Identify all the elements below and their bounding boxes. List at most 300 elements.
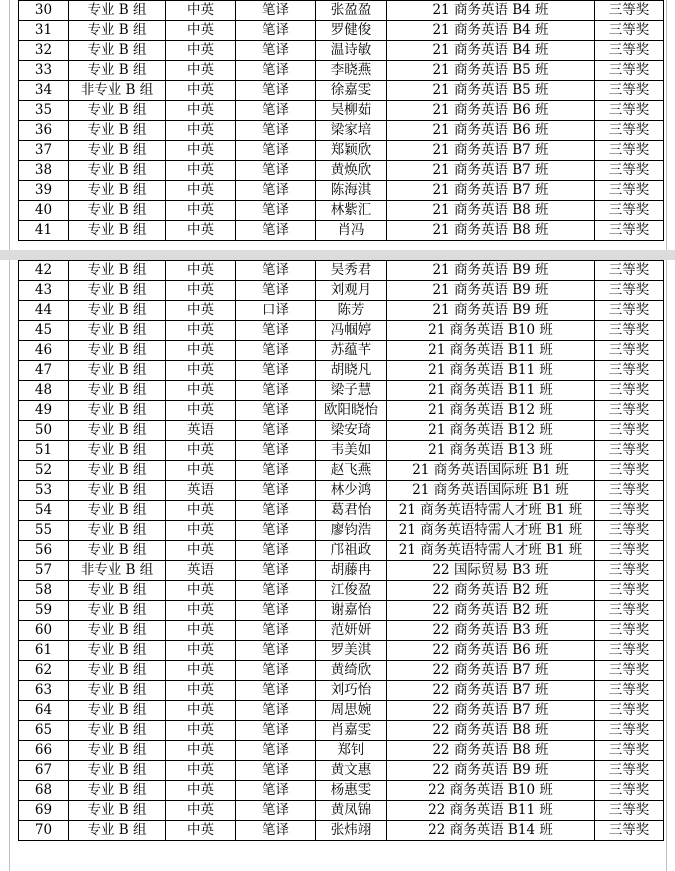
group-cell: 专业 B 组 — [69, 821, 166, 841]
table-row — [19, 701, 664, 721]
row-number-cell: 48 — [19, 381, 69, 401]
translation-type-cell: 笔译 — [236, 661, 316, 681]
prize-cell: 三等奖 — [595, 621, 664, 641]
language-cell: 中英 — [166, 121, 236, 141]
class-cell: 21 商务英语 B8 班 — [387, 221, 595, 241]
class-cell: 22 商务英语 B8 班 — [387, 741, 595, 761]
table-row — [19, 441, 664, 461]
student-name-cell: 温诗敏 — [316, 41, 387, 61]
row-number-cell: 50 — [19, 421, 69, 441]
language-cell: 中英 — [166, 361, 236, 381]
student-name-cell: 林紫汇 — [316, 201, 387, 221]
group-cell: 专业 B 组 — [69, 261, 166, 281]
table-row — [19, 721, 664, 741]
student-name-cell: 张炜翊 — [316, 821, 387, 841]
language-cell: 中英 — [166, 521, 236, 541]
language-cell: 中英 — [166, 461, 236, 481]
prize-cell: 三等奖 — [595, 101, 664, 121]
group-cell: 专业 B 组 — [69, 301, 166, 321]
group-cell: 专业 B 组 — [69, 661, 166, 681]
prize-cell: 三等奖 — [595, 781, 664, 801]
language-cell: 中英 — [166, 281, 236, 301]
translation-type-cell: 笔译 — [236, 681, 316, 701]
translation-type-cell: 口译 — [236, 301, 316, 321]
translation-type-cell: 笔译 — [236, 341, 316, 361]
prize-cell: 三等奖 — [595, 601, 664, 621]
prize-cell: 三等奖 — [595, 801, 664, 821]
group-cell: 专业 B 组 — [69, 321, 166, 341]
class-cell: 21 商务英语 B8 班 — [387, 201, 595, 221]
class-cell: 21 商务英语 B9 班 — [387, 301, 595, 321]
translation-type-cell: 笔译 — [236, 161, 316, 181]
row-number-cell: 67 — [19, 761, 69, 781]
award-table-page-1 — [18, 0, 663, 241]
prize-cell: 三等奖 — [595, 281, 664, 301]
translation-type-cell: 笔译 — [236, 381, 316, 401]
group-cell: 专业 B 组 — [69, 721, 166, 741]
class-cell: 21 商务英语 B4 班 — [387, 1, 595, 21]
class-cell: 21 商务英语特需人才班 B1 班 — [387, 501, 595, 521]
class-cell: 21 商务英语 B12 班 — [387, 401, 595, 421]
prize-cell: 三等奖 — [595, 501, 664, 521]
prize-cell: 三等奖 — [595, 201, 664, 221]
group-cell: 专业 B 组 — [69, 761, 166, 781]
translation-type-cell: 笔译 — [236, 481, 316, 501]
student-name-cell: 罗健俊 — [316, 21, 387, 41]
table-row — [19, 481, 664, 501]
table-row — [19, 421, 664, 441]
class-cell: 22 国际贸易 B3 班 — [387, 561, 595, 581]
table-row — [19, 161, 664, 181]
row-number-cell: 70 — [19, 821, 69, 841]
language-cell: 英语 — [166, 481, 236, 501]
row-number-cell: 42 — [19, 261, 69, 281]
language-cell: 中英 — [166, 741, 236, 761]
language-cell: 中英 — [166, 641, 236, 661]
student-name-cell: 欧阳晓怡 — [316, 401, 387, 421]
group-cell: 专业 B 组 — [69, 401, 166, 421]
language-cell: 中英 — [166, 821, 236, 841]
group-cell: 专业 B 组 — [69, 501, 166, 521]
page-margin-left — [9, 0, 10, 871]
student-name-cell: 黄焕欣 — [316, 161, 387, 181]
group-cell: 专业 B 组 — [69, 201, 166, 221]
group-cell: 专业 B 组 — [69, 461, 166, 481]
prize-cell: 三等奖 — [595, 21, 664, 41]
row-number-cell: 60 — [19, 621, 69, 641]
class-cell: 21 商务英语 B10 班 — [387, 321, 595, 341]
group-cell: 专业 B 组 — [69, 341, 166, 361]
prize-cell: 三等奖 — [595, 481, 664, 501]
row-number-cell: 57 — [19, 561, 69, 581]
group-cell: 专业 B 组 — [69, 541, 166, 561]
table-row — [19, 601, 664, 621]
class-cell: 21 商务英语 B7 班 — [387, 181, 595, 201]
prize-cell: 三等奖 — [595, 561, 664, 581]
language-cell: 中英 — [166, 621, 236, 641]
prize-cell: 三等奖 — [595, 61, 664, 81]
language-cell: 中英 — [166, 501, 236, 521]
group-cell: 专业 B 组 — [69, 141, 166, 161]
language-cell: 中英 — [166, 1, 236, 21]
prize-cell: 三等奖 — [595, 321, 664, 341]
prize-cell: 三等奖 — [595, 161, 664, 181]
group-cell: 专业 B 组 — [69, 121, 166, 141]
award-table-page-2 — [18, 260, 663, 841]
language-cell: 中英 — [166, 201, 236, 221]
translation-type-cell: 笔译 — [236, 141, 316, 161]
row-number-cell: 58 — [19, 581, 69, 601]
group-cell: 专业 B 组 — [69, 61, 166, 81]
class-cell: 22 商务英语 B7 班 — [387, 681, 595, 701]
group-cell: 专业 B 组 — [69, 621, 166, 641]
table-row — [19, 341, 664, 361]
translation-type-cell: 笔译 — [236, 421, 316, 441]
translation-type-cell: 笔译 — [236, 1, 316, 21]
student-name-cell: 冯帼婷 — [316, 321, 387, 341]
table-row — [19, 581, 664, 601]
translation-type-cell: 笔译 — [236, 121, 316, 141]
row-number-cell: 34 — [19, 81, 69, 101]
language-cell: 中英 — [166, 801, 236, 821]
table-row — [19, 621, 664, 641]
class-cell: 21 商务英语 B7 班 — [387, 141, 595, 161]
language-cell: 中英 — [166, 701, 236, 721]
student-name-cell: 廖钧浩 — [316, 521, 387, 541]
student-name-cell: 周思婉 — [316, 701, 387, 721]
language-cell: 中英 — [166, 581, 236, 601]
group-cell: 专业 B 组 — [69, 361, 166, 381]
language-cell: 中英 — [166, 21, 236, 41]
student-name-cell: 胡藤冉 — [316, 561, 387, 581]
class-cell: 21 商务英语 B13 班 — [387, 441, 595, 461]
prize-cell: 三等奖 — [595, 681, 664, 701]
group-cell: 专业 B 组 — [69, 781, 166, 801]
group-cell: 专业 B 组 — [69, 641, 166, 661]
class-cell: 21 商务英语 B11 班 — [387, 361, 595, 381]
prize-cell: 三等奖 — [595, 401, 664, 421]
prize-cell: 三等奖 — [595, 361, 664, 381]
class-cell: 21 商务英语 B9 班 — [387, 281, 595, 301]
row-number-cell: 33 — [19, 61, 69, 81]
group-cell: 专业 B 组 — [69, 601, 166, 621]
class-cell: 21 商务英语 B5 班 — [387, 61, 595, 81]
group-cell: 专业 B 组 — [69, 221, 166, 241]
language-cell: 中英 — [166, 601, 236, 621]
student-name-cell: 杨惠雯 — [316, 781, 387, 801]
student-name-cell: 范妍妍 — [316, 621, 387, 641]
translation-type-cell: 笔译 — [236, 181, 316, 201]
row-number-cell: 55 — [19, 521, 69, 541]
prize-cell: 三等奖 — [595, 761, 664, 781]
row-number-cell: 69 — [19, 801, 69, 821]
row-number-cell: 46 — [19, 341, 69, 361]
class-cell: 21 商务英语特需人才班 B1 班 — [387, 521, 595, 541]
language-cell: 中英 — [166, 341, 236, 361]
table-row — [19, 521, 664, 541]
row-number-cell: 39 — [19, 181, 69, 201]
table-row — [19, 821, 664, 841]
language-cell: 中英 — [166, 181, 236, 201]
table-row — [19, 21, 664, 41]
row-number-cell: 41 — [19, 221, 69, 241]
prize-cell: 三等奖 — [595, 221, 664, 241]
class-cell: 21 商务英语国际班 B1 班 — [387, 461, 595, 481]
translation-type-cell: 笔译 — [236, 81, 316, 101]
row-number-cell: 35 — [19, 101, 69, 121]
student-name-cell: 梁家培 — [316, 121, 387, 141]
translation-type-cell: 笔译 — [236, 41, 316, 61]
row-number-cell: 45 — [19, 321, 69, 341]
row-number-cell: 31 — [19, 21, 69, 41]
prize-cell: 三等奖 — [595, 541, 664, 561]
row-number-cell: 56 — [19, 541, 69, 561]
page-break — [0, 250, 675, 260]
table-row — [19, 781, 664, 801]
group-cell: 专业 B 组 — [69, 381, 166, 401]
row-number-cell: 52 — [19, 461, 69, 481]
row-number-cell: 63 — [19, 681, 69, 701]
class-cell: 21 商务英语 B5 班 — [387, 81, 595, 101]
table-row — [19, 121, 664, 141]
student-name-cell: 张盈盈 — [316, 1, 387, 21]
class-cell: 21 商务英语 B11 班 — [387, 381, 595, 401]
prize-cell: 三等奖 — [595, 641, 664, 661]
group-cell: 专业 B 组 — [69, 681, 166, 701]
translation-type-cell: 笔译 — [236, 501, 316, 521]
class-cell: 21 商务英语 B6 班 — [387, 121, 595, 141]
student-name-cell: 江俊盈 — [316, 581, 387, 601]
row-number-cell: 44 — [19, 301, 69, 321]
translation-type-cell: 笔译 — [236, 61, 316, 81]
row-number-cell: 53 — [19, 481, 69, 501]
prize-cell: 三等奖 — [595, 441, 664, 461]
group-cell: 专业 B 组 — [69, 21, 166, 41]
student-name-cell: 邝祖政 — [316, 541, 387, 561]
row-number-cell: 38 — [19, 161, 69, 181]
prize-cell: 三等奖 — [595, 341, 664, 361]
row-number-cell: 62 — [19, 661, 69, 681]
prize-cell: 三等奖 — [595, 581, 664, 601]
row-number-cell: 61 — [19, 641, 69, 661]
language-cell: 英语 — [166, 421, 236, 441]
student-name-cell: 肖嘉雯 — [316, 721, 387, 741]
table-row — [19, 461, 664, 481]
translation-type-cell: 笔译 — [236, 741, 316, 761]
class-cell: 21 商务英语特需人才班 B1 班 — [387, 541, 595, 561]
row-number-cell: 32 — [19, 41, 69, 61]
prize-cell: 三等奖 — [595, 701, 664, 721]
student-name-cell: 刘观月 — [316, 281, 387, 301]
prize-cell: 三等奖 — [595, 121, 664, 141]
language-cell: 中英 — [166, 661, 236, 681]
prize-cell: 三等奖 — [595, 521, 664, 541]
student-name-cell: 郑钊 — [316, 741, 387, 761]
student-name-cell: 梁安琦 — [316, 421, 387, 441]
award-table-top-body — [19, 1, 664, 241]
translation-type-cell: 笔译 — [236, 261, 316, 281]
student-name-cell: 吴秀君 — [316, 261, 387, 281]
translation-type-cell: 笔译 — [236, 621, 316, 641]
student-name-cell: 徐嘉雯 — [316, 81, 387, 101]
table-row — [19, 321, 664, 341]
group-cell: 专业 B 组 — [69, 1, 166, 21]
award-table-bottom — [18, 260, 664, 841]
table-row — [19, 261, 664, 281]
language-cell: 中英 — [166, 401, 236, 421]
table-row — [19, 361, 664, 381]
row-number-cell: 68 — [19, 781, 69, 801]
group-cell: 专业 B 组 — [69, 481, 166, 501]
table-row — [19, 561, 664, 581]
table-row — [19, 641, 664, 661]
translation-type-cell: 笔译 — [236, 361, 316, 381]
translation-type-cell: 笔译 — [236, 701, 316, 721]
translation-type-cell: 笔译 — [236, 221, 316, 241]
award-table-top — [18, 0, 664, 241]
student-name-cell: 谢嘉怡 — [316, 601, 387, 621]
group-cell: 专业 B 组 — [69, 41, 166, 61]
prize-cell: 三等奖 — [595, 721, 664, 741]
student-name-cell: 刘巧怡 — [316, 681, 387, 701]
translation-type-cell: 笔译 — [236, 601, 316, 621]
table-row — [19, 301, 664, 321]
translation-type-cell: 笔译 — [236, 281, 316, 301]
group-cell: 专业 B 组 — [69, 701, 166, 721]
language-cell: 中英 — [166, 141, 236, 161]
group-cell: 专业 B 组 — [69, 181, 166, 201]
prize-cell: 三等奖 — [595, 381, 664, 401]
group-cell: 专业 B 组 — [69, 801, 166, 821]
table-row — [19, 541, 664, 561]
translation-type-cell: 笔译 — [236, 201, 316, 221]
table-row — [19, 661, 664, 681]
class-cell: 22 商务英语 B2 班 — [387, 581, 595, 601]
group-cell: 专业 B 组 — [69, 741, 166, 761]
translation-type-cell: 笔译 — [236, 641, 316, 661]
language-cell: 中英 — [166, 541, 236, 561]
group-cell: 专业 B 组 — [69, 421, 166, 441]
group-cell: 专业 B 组 — [69, 101, 166, 121]
language-cell: 中英 — [166, 261, 236, 281]
row-number-cell: 47 — [19, 361, 69, 381]
student-name-cell: 胡晓凡 — [316, 361, 387, 381]
prize-cell: 三等奖 — [595, 261, 664, 281]
language-cell: 中英 — [166, 781, 236, 801]
row-number-cell: 65 — [19, 721, 69, 741]
prize-cell: 三等奖 — [595, 821, 664, 841]
student-name-cell: 陈芳 — [316, 301, 387, 321]
language-cell: 英语 — [166, 561, 236, 581]
row-number-cell: 51 — [19, 441, 69, 461]
class-cell: 22 商务英语 B6 班 — [387, 641, 595, 661]
language-cell: 中英 — [166, 681, 236, 701]
student-name-cell: 吴柳茹 — [316, 101, 387, 121]
table-row — [19, 221, 664, 241]
student-name-cell: 陈海淇 — [316, 181, 387, 201]
translation-type-cell: 笔译 — [236, 781, 316, 801]
student-name-cell: 梁子慧 — [316, 381, 387, 401]
language-cell: 中英 — [166, 761, 236, 781]
language-cell: 中英 — [166, 101, 236, 121]
class-cell: 22 商务英语 B8 班 — [387, 721, 595, 741]
student-name-cell: 郑颖欣 — [316, 141, 387, 161]
group-cell: 非专业 B 组 — [69, 561, 166, 581]
class-cell: 22 商务英语 B10 班 — [387, 781, 595, 801]
language-cell: 中英 — [166, 441, 236, 461]
student-name-cell: 苏蕴芊 — [316, 341, 387, 361]
student-name-cell: 黄绮欣 — [316, 661, 387, 681]
translation-type-cell: 笔译 — [236, 761, 316, 781]
language-cell: 中英 — [166, 81, 236, 101]
translation-type-cell: 笔译 — [236, 721, 316, 741]
translation-type-cell: 笔译 — [236, 581, 316, 601]
page-margin-right — [666, 0, 667, 871]
class-cell: 21 商务英语 B11 班 — [387, 341, 595, 361]
translation-type-cell: 笔译 — [236, 821, 316, 841]
translation-type-cell: 笔译 — [236, 521, 316, 541]
prize-cell: 三等奖 — [595, 1, 664, 21]
student-name-cell: 黄文惠 — [316, 761, 387, 781]
group-cell: 非专业 B 组 — [69, 81, 166, 101]
student-name-cell: 肖冯 — [316, 221, 387, 241]
class-cell: 21 商务英语 B9 班 — [387, 261, 595, 281]
table-row — [19, 41, 664, 61]
student-name-cell: 赵飞燕 — [316, 461, 387, 481]
class-cell: 21 商务英语 B4 班 — [387, 41, 595, 61]
language-cell: 中英 — [166, 381, 236, 401]
translation-type-cell: 笔译 — [236, 541, 316, 561]
student-name-cell: 李晓燕 — [316, 61, 387, 81]
translation-type-cell: 笔译 — [236, 21, 316, 41]
student-name-cell: 黄凤锦 — [316, 801, 387, 821]
group-cell: 专业 B 组 — [69, 441, 166, 461]
group-cell: 专业 B 组 — [69, 581, 166, 601]
language-cell: 中英 — [166, 61, 236, 81]
translation-type-cell: 笔译 — [236, 321, 316, 341]
table-row — [19, 201, 664, 221]
class-cell: 22 商务英语 B14 班 — [387, 821, 595, 841]
prize-cell: 三等奖 — [595, 81, 664, 101]
table-row — [19, 381, 664, 401]
award-table-bottom-body — [19, 261, 664, 841]
translation-type-cell: 笔译 — [236, 461, 316, 481]
row-number-cell: 64 — [19, 701, 69, 721]
student-name-cell: 葛君怡 — [316, 501, 387, 521]
language-cell: 中英 — [166, 221, 236, 241]
student-name-cell: 韦美如 — [316, 441, 387, 461]
prize-cell: 三等奖 — [595, 421, 664, 441]
language-cell: 中英 — [166, 41, 236, 61]
class-cell: 22 商务英语 B3 班 — [387, 621, 595, 641]
prize-cell: 三等奖 — [595, 741, 664, 761]
row-number-cell: 36 — [19, 121, 69, 141]
prize-cell: 三等奖 — [595, 141, 664, 161]
table-row — [19, 741, 664, 761]
prize-cell: 三等奖 — [595, 661, 664, 681]
row-number-cell: 66 — [19, 741, 69, 761]
table-row — [19, 761, 664, 781]
student-name-cell: 林少鸿 — [316, 481, 387, 501]
row-number-cell: 40 — [19, 201, 69, 221]
student-name-cell: 罗美淇 — [316, 641, 387, 661]
row-number-cell: 54 — [19, 501, 69, 521]
group-cell: 专业 B 组 — [69, 521, 166, 541]
table-row — [19, 501, 664, 521]
language-cell: 中英 — [166, 161, 236, 181]
translation-type-cell: 笔译 — [236, 561, 316, 581]
prize-cell: 三等奖 — [595, 301, 664, 321]
